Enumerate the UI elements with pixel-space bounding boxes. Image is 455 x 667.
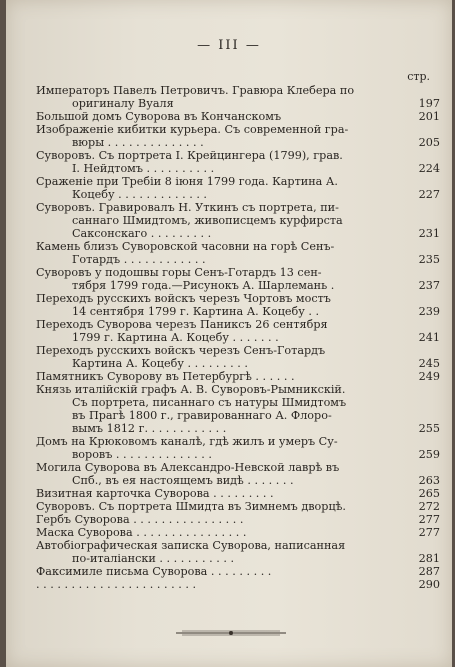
toc-entry-line: 1799 г. Картина А. Коцебу . . . . . . . [72, 331, 279, 344]
toc-entry [36, 149, 440, 175]
toc-page-number: 231 [418, 227, 440, 240]
toc-entry-line: Картина А. Коцебу . . . . . . . . . [72, 357, 248, 370]
toc-entry [36, 526, 440, 539]
toc-entry-line: Домъ на Крюковомъ каналѣ, гдѣ жилъ и умеръ Су- [36, 435, 338, 448]
toc-page-number: 263 [418, 474, 440, 487]
toc-entry [36, 292, 440, 318]
toc-entry-line: оригиналу Вуаля [72, 97, 174, 110]
toc-entry-line: Коцебу . . . . . . . . . . . . . [72, 188, 207, 201]
toc-entry-line: Памятникъ Суворову въ Петербургѣ . . . . . . [36, 370, 295, 383]
toc-entry-line: Переходъ Суворова черезъ Паниксъ 26 сентября [36, 318, 328, 331]
toc-entry-line: Суворовъ. Гравировалъ Н. Уткинъ съ портрета, пи- [36, 201, 339, 214]
toc-page-number: 224 [418, 162, 440, 175]
book-page [6, 0, 452, 667]
toc-entry [36, 513, 440, 526]
toc-entry-line: Маска Суворова . . . . . . . . . . . . . . . . [36, 526, 247, 539]
toc-page-number: 255 [418, 422, 440, 435]
toc-entry [36, 201, 440, 240]
toc-entry [36, 240, 440, 266]
toc-entry-line: Императоръ Павелъ Петровичъ. Гравюра Клебера по [36, 84, 355, 97]
toc-entry [36, 539, 440, 565]
toc-page-number: 290 [418, 578, 440, 591]
toc-entry-line: Суворовъ у подошвы горы Сенъ-Готардъ 13 сен- [36, 266, 322, 279]
toc-entry-line: въ Прагѣ 1800 г., гравированнаго А. Флоро- [72, 409, 332, 422]
toc-entry-line: воровъ . . . . . . . . . . . . . . [72, 448, 212, 461]
toc-entry [36, 123, 440, 149]
toc-page-number: 201 [418, 110, 440, 123]
toc-entry-line: Готардъ . . . . . . . . . . . . [72, 253, 206, 266]
toc-entry-line: тября 1799 года.—Рисунокъ А. Шарлемань . [72, 279, 335, 292]
toc-entry-line: Автобіографическая записка Суворова, написанная [36, 539, 346, 552]
toc-page-number: 249 [418, 370, 440, 383]
table-of-contents [36, 84, 440, 591]
toc-entry [36, 110, 440, 123]
toc-page-number: 245 [418, 357, 440, 370]
toc-entry-line: Сраженіе при Требіи 8 іюня 1799 года. Картина А. [36, 175, 338, 188]
toc-entry [36, 344, 440, 370]
page-column-label: стр. [407, 70, 430, 83]
toc-entry-line: Переходъ русскихъ войскъ черезъ Сенъ-Готардъ [36, 344, 326, 357]
toc-entry-line: Суворовъ. Съ портрета Шмидта въ Зимнемъ дворцѣ. [36, 500, 346, 513]
toc-entry-line: Переходъ русскихъ войскъ черезъ Чортовъ мостъ [36, 292, 331, 305]
toc-entry-line: Изображеніе кибитки курьера. Съ современной гра- [36, 123, 349, 136]
toc-page-number: 237 [418, 279, 440, 292]
toc-entry-line: Саксонскаго . . . . . . . . . [72, 227, 212, 240]
toc-page-number: 259 [418, 448, 440, 461]
toc-page-number: 281 [418, 552, 440, 565]
toc-page-number: 239 [418, 305, 440, 318]
toc-page-number: 227 [418, 188, 440, 201]
toc-entry [36, 487, 440, 500]
toc-entry-line: Гербъ Суворова . . . . . . . . . . . . . . . . [36, 513, 244, 526]
toc-entry-line: 14 сентября 1799 г. Картина А. Коцебу . . [72, 305, 320, 318]
toc-entry [36, 565, 440, 578]
ornament-divider-icon [176, 629, 286, 637]
toc-entry-line: вюры . . . . . . . . . . . . . . [72, 136, 204, 149]
toc-entry [36, 578, 440, 591]
toc-page-number: 205 [418, 136, 440, 149]
toc-page-number: 277 [418, 526, 440, 539]
toc-page-number: 277 [418, 513, 440, 526]
toc-entry-line: саннаго Шмидтомъ, живописцемъ курфирста [72, 214, 343, 227]
toc-page-number: 241 [418, 331, 440, 344]
page-numeral: — III — [197, 38, 261, 53]
toc-entry-line: Факсимиле письма Суворова . . . . . . . . . [36, 565, 272, 578]
toc-entry-line: Большой домъ Суворова въ Кончанскомъ [36, 110, 282, 123]
toc-entry-line: по-италіански . . . . . . . . . . . [72, 552, 235, 565]
toc-entry [36, 175, 440, 201]
toc-page-number: 272 [418, 500, 440, 513]
toc-entry-line: вымъ 1812 г. . . . . . . . . . . . [72, 422, 227, 435]
toc-entry-line: Спб., въ ея настоящемъ видѣ . . . . . . . [72, 474, 294, 487]
toc-entry-line: Визитная карточка Суворова . . . . . . . . . [36, 487, 274, 500]
toc-entry [36, 461, 440, 487]
toc-entry [36, 435, 440, 461]
toc-entry [36, 84, 440, 110]
toc-entry-line: Камень близъ Суворовской часовни на горѣ Сенъ- [36, 240, 335, 253]
toc-entry [36, 266, 440, 292]
toc-page-number: 287 [418, 565, 440, 578]
toc-entry-line: Князь италійскій графъ А. В. Суворовъ-Рымникскій. [36, 383, 346, 396]
toc-entry [36, 318, 440, 344]
toc-entry-line: І. Нейдтомъ . . . . . . . . . . [72, 162, 215, 175]
toc-page-number: 235 [418, 253, 440, 266]
toc-page-number: 265 [418, 487, 440, 500]
toc-entry [36, 500, 440, 513]
toc-entry-line: Могила Суворова въ Александро-Невской лаврѣ въ [36, 461, 340, 474]
toc-entry [36, 370, 440, 383]
toc-entry-line: . . . . . . . . . . . . . . . . . . . . . . . [36, 578, 197, 591]
toc-entry-line: Суворовъ. Съ портрета І. Крейцингера (1799), грав. [36, 149, 343, 162]
toc-entry-line: Съ портрета, писаннаго съ натуры Шмидтомъ [72, 396, 347, 409]
toc-page-number: 197 [418, 97, 440, 110]
toc-entry [36, 383, 440, 435]
